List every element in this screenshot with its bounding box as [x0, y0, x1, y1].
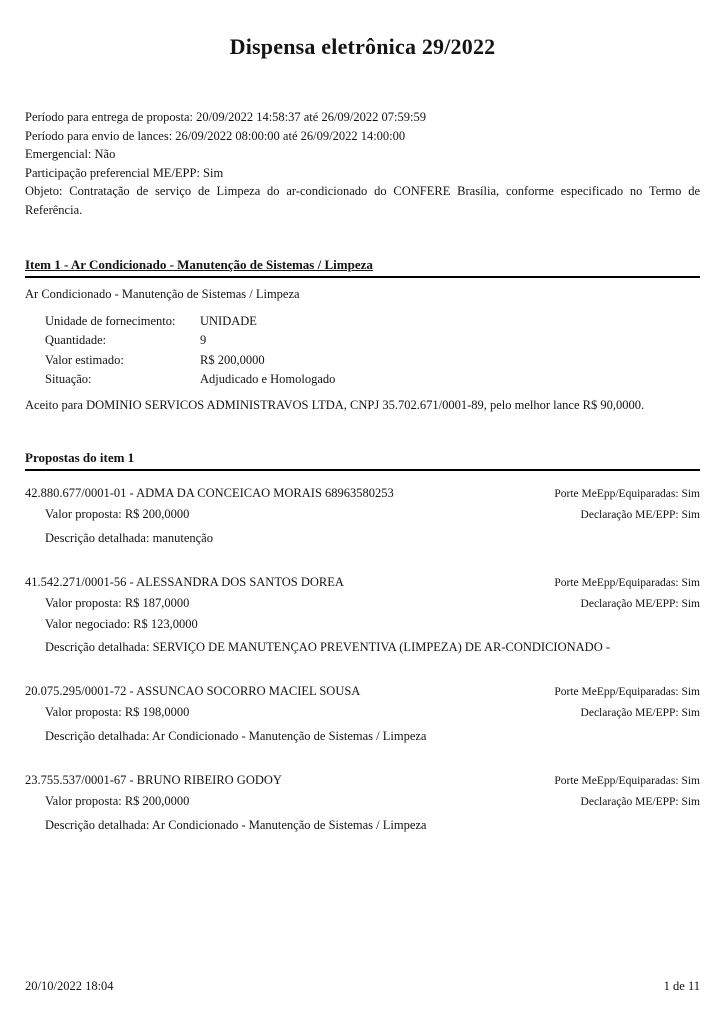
header-info-block [25, 108, 700, 220]
proposal-porte: Porte MeEpp/Equiparadas: Sim [554, 577, 700, 590]
proposal-declaracao: Declaração ME/EPP: Sim [580, 598, 700, 611]
proposal-block [25, 770, 700, 835]
proposal-valor-proposta: Valor proposta: R$ 198,0000 [45, 705, 190, 720]
proposal-porte: Porte MeEpp/Equiparadas: Sim [554, 775, 700, 788]
info-line-emergencial: Emergencial: Não [25, 147, 116, 162]
field-value: Adjudicado e Homologado [200, 372, 336, 387]
field-label: Valor estimado: [45, 352, 124, 367]
item-section-heading [25, 257, 700, 278]
proposal-bidder: 20.075.295/0001-72 - ASSUNCAO SOCORRO MACIEL SOUSA [25, 684, 361, 699]
proposal-porte: Porte MeEpp/Equiparadas: Sim [554, 488, 700, 501]
proposal-valor-proposta: Valor proposta: R$ 187,0000 [45, 596, 190, 611]
item-section-heading-text: Item 1 - Ar Condicionado - Manutenção de Sistemas / Limpeza [25, 256, 373, 272]
proposal-valor-negociado-row [25, 614, 700, 634]
proposal-descricao: Descrição detalhada: Ar Condicionado - Manutenção de Sistemas / Limpeza [45, 818, 427, 833]
proposal-descricao: Descrição detalhada: manutenção [45, 531, 213, 546]
field-row-valor-estimado [45, 351, 700, 371]
field-label: Situação: [45, 372, 92, 387]
info-line-periodo-lances: Período para envio de lances: 26/09/2022 08:00:00 até 26/09/2022 14:00:00 [25, 128, 406, 143]
acceptance-note: Aceito para DOMINIO SERVICOS ADMINISTRAVOS LTDA, CNPJ 35.702.671/0001-89, pelo melhor lance R$ 90,0000. [25, 397, 645, 412]
page-footer [25, 979, 700, 994]
proposal-valor-proposta: Valor proposta: R$ 200,0000 [45, 507, 190, 522]
proposal-header-row [25, 681, 700, 702]
proposal-descricao: Descrição detalhada: SERVIÇO DE MANUTENÇAO PREVENTIVA (LIMPEZA) DE AR-CONDICIONADO - [45, 640, 611, 655]
info-line-participacao: Participação preferencial ME/EPP: Sim [25, 165, 224, 180]
proposal-declaracao: Declaração ME/EPP: Sim [580, 707, 700, 720]
proposal-valor-row [25, 504, 700, 525]
page-title: Dispensa eletrônica 29/2022 [229, 34, 496, 59]
info-line-periodo-entrega: Período para entrega de proposta: 20/09/2022 14:58:37 até 26/09/2022 07:59:59 [25, 110, 426, 124]
field-row-quantidade [45, 331, 700, 351]
field-row-situacao [45, 370, 700, 390]
field-label: Unidade de fornecimento: [45, 313, 176, 328]
item-subtitle: Ar Condicionado - Manutenção de Sistemas / Limpeza [25, 286, 300, 301]
footer-datetime: 20/10/2022 18:04 [25, 979, 114, 993]
proposal-declaracao: Declaração ME/EPP: Sim [580, 509, 700, 522]
field-row-unidade [45, 312, 700, 332]
item-fields [45, 312, 700, 390]
proposal-bidder: 42.880.677/0001-01 - ADMA DA CONCEICAO MORAIS 68963580253 [25, 486, 394, 501]
field-value: 9 [200, 333, 207, 348]
proposal-header-row [25, 483, 700, 504]
proposal-header-row [25, 770, 700, 791]
proposal-porte: Porte MeEpp/Equiparadas: Sim [554, 686, 700, 699]
field-value: R$ 200,0000 [200, 352, 265, 367]
proposal-descricao: Descrição detalhada: Ar Condicionado - Manutenção de Sistemas / Limpeza [45, 729, 427, 744]
proposal-declaracao: Declaração ME/EPP: Sim [580, 796, 700, 809]
footer-page-number: 1 de 11 [663, 979, 700, 993]
proposal-header-row [25, 572, 700, 593]
proposal-valor-row [25, 593, 700, 614]
info-line-objeto: Objeto: Contratação de serviço de Limpeza do ar-condicionado do CONFERE Brasília, conforme especificado no Termo de Referência. [25, 184, 700, 217]
proposal-valor-row [25, 702, 700, 723]
proposal-bidder: 41.542.271/0001-56 - ALESSANDRA DOS SANTOS DOREA [25, 575, 344, 590]
proposals-section-heading [25, 450, 700, 471]
proposal-bidder: 23.755.537/0001-67 - BRUNO RIBEIRO GODOY [25, 773, 282, 788]
proposal-valor-negociado: Valor negociado: R$ 123,0000 [45, 617, 198, 632]
proposal-block [25, 681, 700, 746]
field-label: Quantidade: [45, 333, 107, 348]
field-value: UNIDADE [200, 313, 257, 328]
proposal-block [25, 572, 700, 657]
proposal-block [25, 483, 700, 548]
proposal-valor-proposta: Valor proposta: R$ 200,0000 [45, 794, 190, 809]
proposal-valor-row [25, 791, 700, 812]
proposals-section-heading-text: Propostas do item 1 [25, 450, 135, 466]
